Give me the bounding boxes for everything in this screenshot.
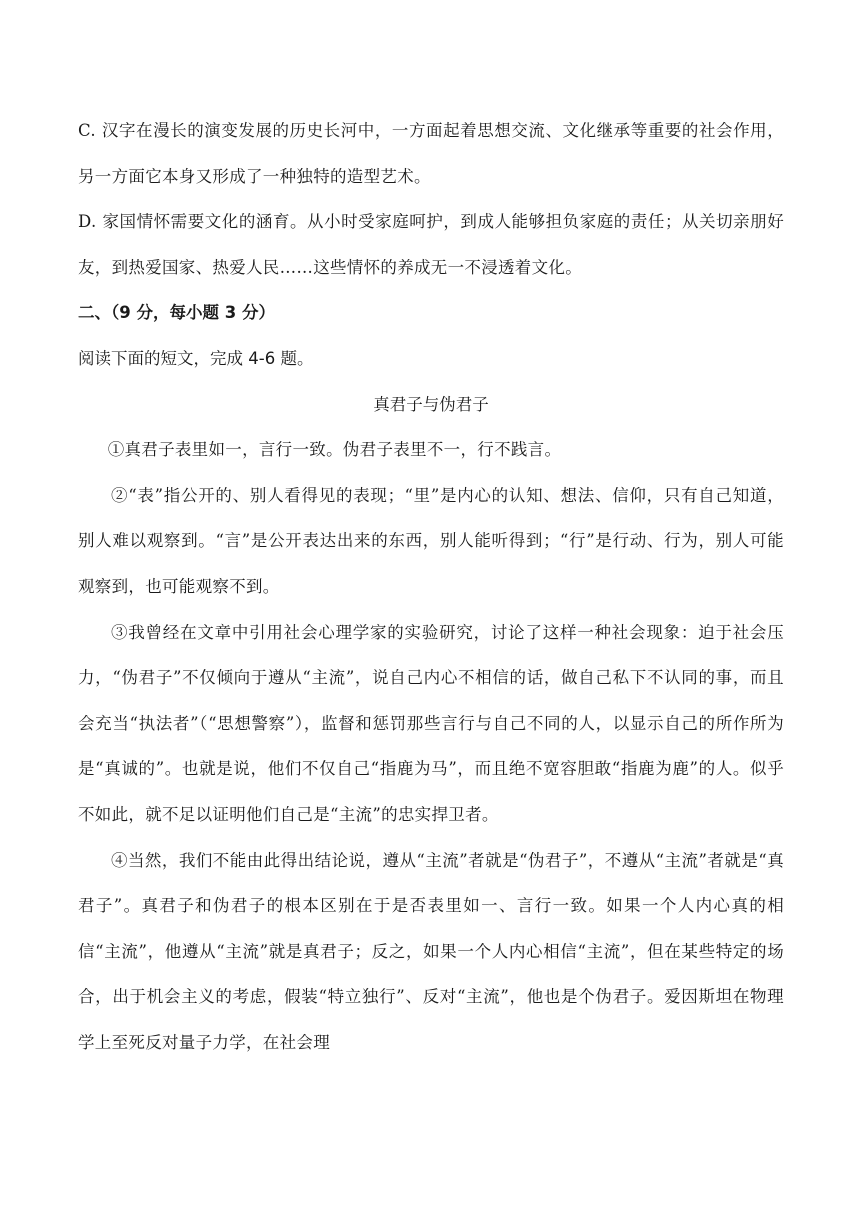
article-paragraph-4: ④当然，我们不能由此得出结论说，遵从“主流”者就是“伪君子”，不遵从“主流”者就是“真君子”。真君子和伪君子的根本区别在于是否表里如一、言行一致。如果一个人内心真的相信“主流”，他遵从“主流”就是真君子；反之，如果一个人内心相信“主流”，但在某些特定的场合，出于机会主义的考虑，假装“特立独行”、反对“主流”，他也是个伪君子。爱因斯坦在物理学上至死反对量子力学，在社会理: [78, 850, 784, 1052]
article-paragraph-2: ②“表”指公开的、别人看得见的表现；“里”是内心的认知、想法、信仰，只有自己知道，别人难以观察到。“言”是公开表达出来的东西，别人能听得到；“行”是行动、行为，别人可能观察到，也可能观察不到。: [78, 485, 784, 596]
option-d-letter: D.: [78, 212, 97, 232]
article-title: 真君子与伪君子: [373, 394, 489, 414]
section-instruction: 阅读下面的短文，完成 4-6 题。: [78, 348, 314, 368]
option-d: [78, 199, 784, 290]
article-paragraph-1: ①真君子表里如一，言行一致。伪君子表里不一，行不践言。: [107, 440, 562, 460]
option-c-letter: C.: [78, 121, 96, 140]
document-page: [78, 108, 784, 1065]
article-paragraph-3: ③我曾经在文章中引用社会心理学家的实验研究，讨论了这样一种社会现象：迫于社会压力，“伪君子”不仅倾向于遵从“主流”，说自己内心不相信的话，做自己私下不认同的事，而且会充当“执法者”（“思想警察”），监督和惩罚那些言行与自己不同的人，以显示自己的所作所为是“真诚的”。也就是说，他们不仅自己“指鹿为马”，而且绝不宽容胆敢“指鹿为鹿”的人。似乎不如此，就不足以证明他们自己是“主流”的忠实捍卫者。: [78, 622, 784, 824]
option-c-text: 汉字在漫长的演变发展的历史长河中，一方面起着思想交流、文化继承等重要的社会作用，另一方面它本身又形成了一种独特的造型艺术。: [78, 121, 784, 186]
option-c: [78, 108, 784, 199]
section-heading: 二、（9 分，每小题 3 分）: [78, 303, 275, 323]
option-d-text: 家国情怀需要文化的涵育。从小时受家庭呵护，到成人能够担负家庭的责任；从关切亲朋好友，到热爱国家、热爱人民……这些情怀的养成无一不浸透着文化。: [78, 212, 784, 277]
